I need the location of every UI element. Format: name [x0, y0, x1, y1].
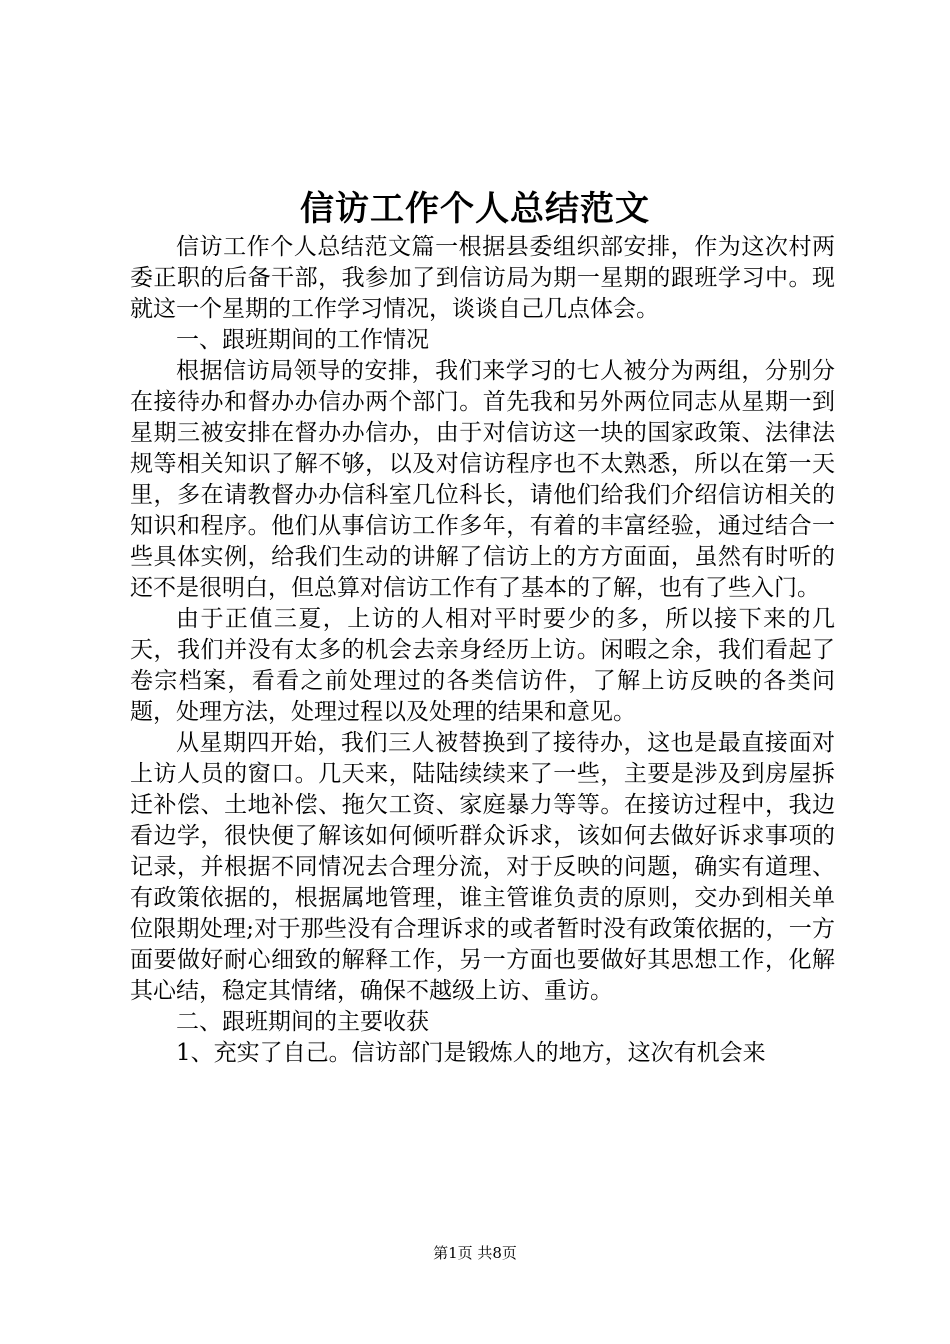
page-number-footer: 第1页 共8页 — [433, 1244, 517, 1262]
document-body — [130, 232, 835, 1069]
paragraph-intro: 信访工作个人总结范文篇一根据县委组织部安排，作为这次村两委正职的后备干部，我参加了到信访局为期一星期的跟班学习中。现就这一个星期的工作学习情况，谈谈自己几点体会。 — [130, 234, 835, 322]
paragraph-gain-one: 1、充实了自己。信访部门是锻炼人的地方，这次有机会来 — [176, 1040, 766, 1066]
paragraph-work-arrangement: 根据信访局领导的安排，我们来学习的七人被分为两组，分别分在接待办和督办办信办两个部门。首先我和另外两位同志从星期一到星期三被安排在督办办信办，由于对信访这一块的国家政策、法律法规等相关知识了解不够，以及对信访程序也不太熟悉，所以在第一天里，多在请教督办办信科室几位科长，请他们给我们介绍信访相关的知识和程序。他们从事信访工作多年，有着的丰富经验，通过结合一些具体实例，给我们生动的讲解了信访上的方方面面，虽然有时听的还不是很明白，但总算对信访工作有了基本的了解，也有了些入门。 — [130, 358, 835, 601]
paragraph-summer-period: 由于正值三夏，上访的人相对平时要少的多，所以接下来的几天，我们并没有太多的机会去亲身经历上访。闲暇之余，我们看起了卷宗档案，看看之前处理过的各类信访件，了解上访反映的各类问题，处理方法，处理过程以及处理的结果和意见。 — [130, 606, 835, 725]
document-title: 信访工作个人总结范文 — [300, 189, 650, 229]
section-heading-gains: 二、跟班期间的主要收获 — [176, 1009, 429, 1035]
section-heading-work: 一、跟班期间的工作情况 — [176, 327, 429, 353]
paragraph-reception-office: 从星期四开始，我们三人被替换到了接待办，这也是最直接面对上访人员的窗口。几天来，陆陆续续来了一些，主要是涉及到房屋拆迁补偿、土地补偿、拖欠工资、家庭暴力等等。在接访过程中，我边看边学，很快便了解该如何倾听群众诉求，该如何去做好诉求事项的记录，并根据不同情况去合理分流，对于反映的问题，确实有道理、有政策依据的，根据属地管理，谁主管谁负责的原则，交办到相关单位限期处理;对于那些没有合理诉求的或者暂时没有政策依据的，一方面要做好耐心细致的解释工作，另一方面也要做好其思想工作，化解其心结，稳定其情绪，确保不越级上访、重访。 — [130, 730, 835, 1004]
